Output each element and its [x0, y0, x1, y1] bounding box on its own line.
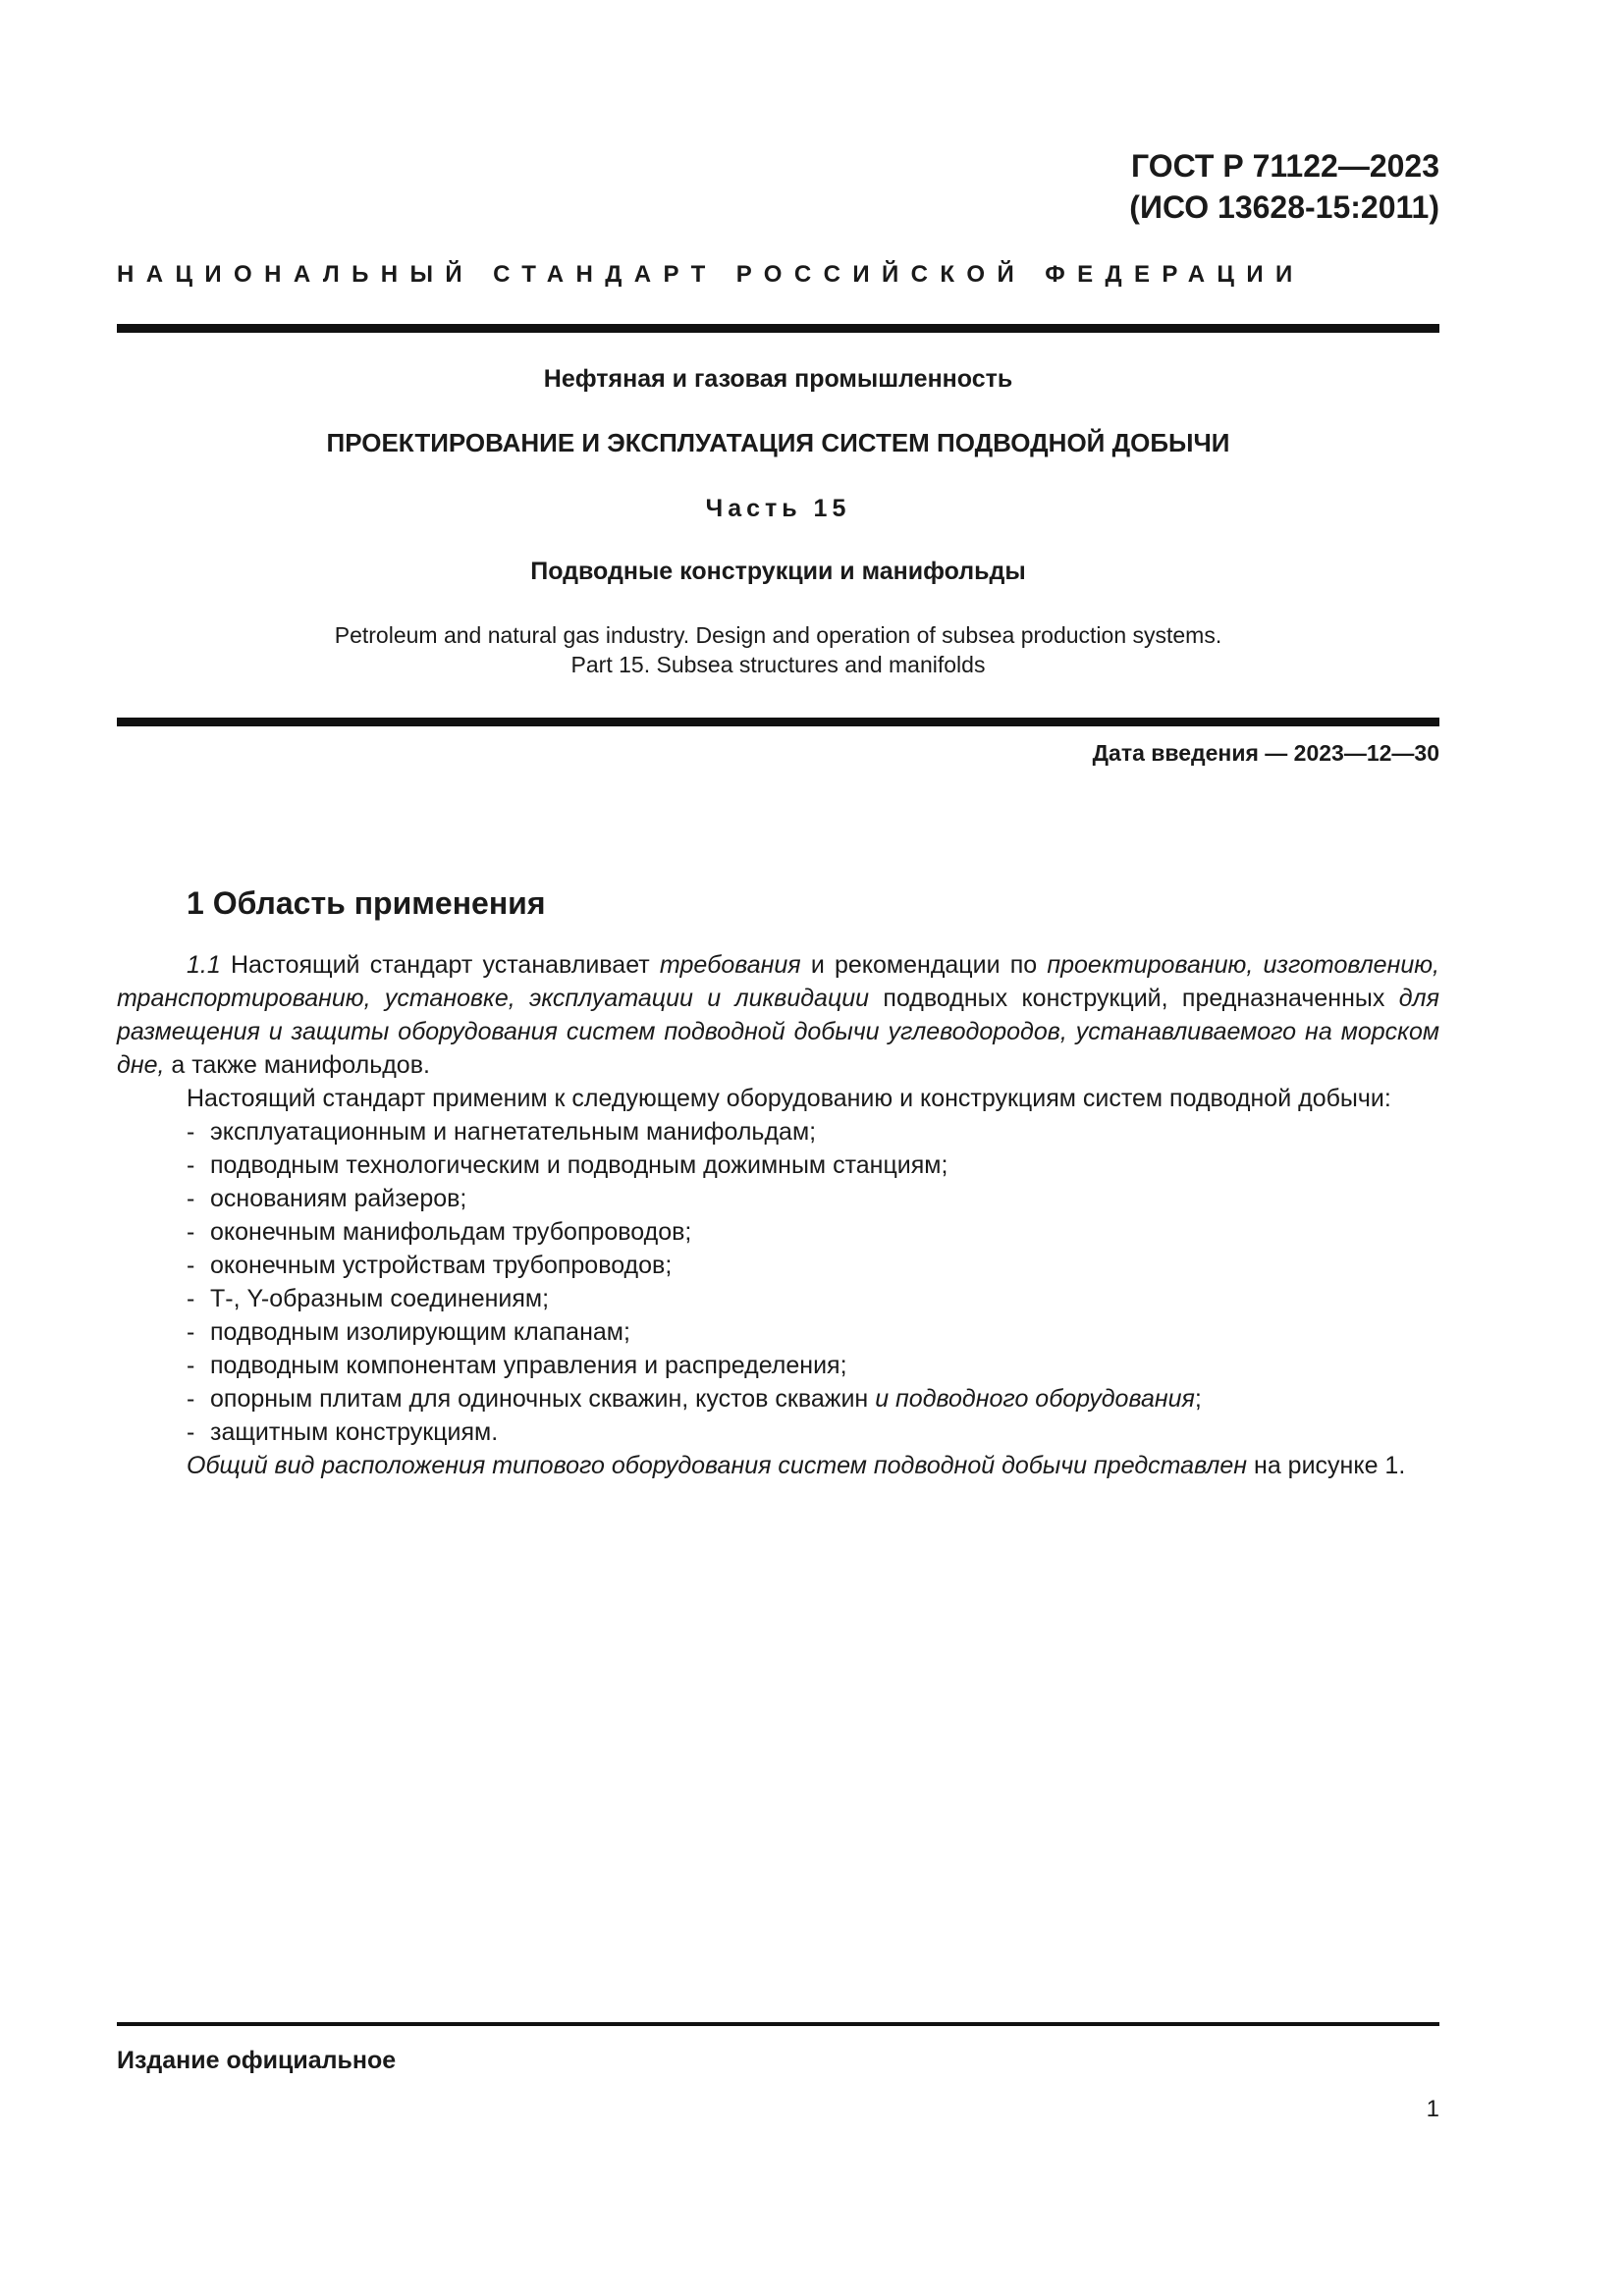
gost-code-block	[1129, 145, 1439, 228]
list-item: - Т-, Y-образным соединениям;	[187, 1285, 550, 1312]
document-title: ПРОЕКТИРОВАНИЕ И ЭКСПЛУАТАЦИЯ СИСТЕМ ПОДВОДНОЙ ДОБЫЧИ	[326, 428, 1230, 457]
italic-run: и подводного оборудования	[875, 1385, 1195, 1413]
list-item-text: подводным компонентам управления и распределения;	[210, 1352, 847, 1379]
text-run: ;	[1194, 1385, 1202, 1413]
footer-rule	[117, 2022, 1439, 2026]
document-subtitle: Подводные конструкции и манифольды	[530, 558, 1026, 585]
page-number: 1	[1426, 2096, 1439, 2122]
text-run: Настоящий стандарт устанавливает	[220, 951, 660, 979]
edition-label: Издание официальное	[117, 2047, 397, 2074]
list-item: - подводным изолирующим клапанам;	[187, 1318, 630, 1346]
text-run: подводных конструкций, предназначенных	[869, 985, 1399, 1012]
title-rule	[117, 718, 1439, 726]
introduction-date: Дата введения — 2023—12—30	[1092, 740, 1439, 766]
english-title-line-2: Part 15. Subsea structures and manifolds	[570, 652, 986, 677]
list-item: - подводным компонентам управления и распределения;	[187, 1352, 847, 1379]
list-item: - эксплуатационным и нагнетательным манифольдам;	[187, 1118, 817, 1146]
paragraph-figure-reference	[117, 1449, 1439, 1482]
english-title-line-1: Petroleum and natural gas industry. Design and operation of subsea production systems.	[334, 622, 1222, 648]
list-item-text: эксплуатационным и нагнетательным манифольдам;	[210, 1118, 817, 1146]
header-rule	[117, 324, 1439, 333]
section-body	[117, 948, 1439, 1482]
list-item-text: опорным плитам для одиночных скважин, кустов скважин	[210, 1385, 876, 1413]
national-standard-heading: НАЦИОНАЛЬНЫЙ СТАНДАРТ РОССИЙСКОЙ ФЕДЕРАЦИИ	[117, 261, 1305, 288]
iso-number: (ИСО 13628-15:2011)	[1129, 189, 1439, 225]
list-item-text: подводным изолирующим клапанам;	[210, 1318, 630, 1346]
list-item: - защитным конструкциям.	[187, 1418, 499, 1446]
part-label: Часть 15	[705, 495, 851, 522]
list-item: - оконечным манифольдам трубопроводов;	[187, 1218, 692, 1246]
list-item-text: подводным технологическим и подводным дожимным станциям;	[210, 1151, 948, 1179]
list-item: - основаниям райзеров;	[187, 1185, 467, 1212]
paragraph-applicability: Настоящий стандарт применим к следующему оборудованию и конструкциям систем подводной добычи:	[187, 1085, 1391, 1112]
list-item: - подводным технологическим и подводным дожимным станциям;	[187, 1151, 948, 1179]
list-item-text: основаниям райзеров;	[210, 1185, 467, 1212]
paragraph-1-1	[117, 948, 1439, 1082]
list-item-text: Т-, Y-образным соединениям;	[210, 1285, 550, 1312]
industry-title: Нефтяная и газовая промышленность	[543, 365, 1013, 393]
italic-run: требования	[659, 951, 801, 979]
list-item: - опорным плитам для одиночных скважин, кустов скважин и подводного оборудования;	[187, 1385, 1202, 1413]
list-item-text: оконечным манифольдам трубопроводов;	[210, 1218, 692, 1246]
list-item-text: оконечным устройствам трубопроводов;	[210, 1252, 673, 1279]
english-title	[117, 620, 1439, 679]
gost-number: ГОСТ Р 71122—2023	[1131, 148, 1439, 184]
list-item: - оконечным устройствам трубопроводов;	[187, 1252, 673, 1279]
list-item-text: защитным конструкциям.	[210, 1418, 499, 1446]
clause-number: 1.1	[187, 951, 221, 979]
text-run: и рекомендации по	[800, 951, 1048, 979]
italic-run: Общий вид расположения типового оборудования систем подводной добычи представлен	[187, 1452, 1248, 1479]
text-run: на рисунке 1.	[1247, 1452, 1406, 1479]
equipment-list	[117, 1115, 1439, 1449]
italic-run: проектированию, изготовлению, транспортированию, установке, эксплуатации и ликвидации	[117, 951, 1439, 1012]
italic-run: для размещения и защиты оборудования систем подводной добычи углеводородов, устанавливаемого на морском дне,	[117, 985, 1440, 1079]
section-title: 1 Область применения	[187, 885, 546, 921]
text-run: а также манифольдов.	[164, 1051, 430, 1079]
